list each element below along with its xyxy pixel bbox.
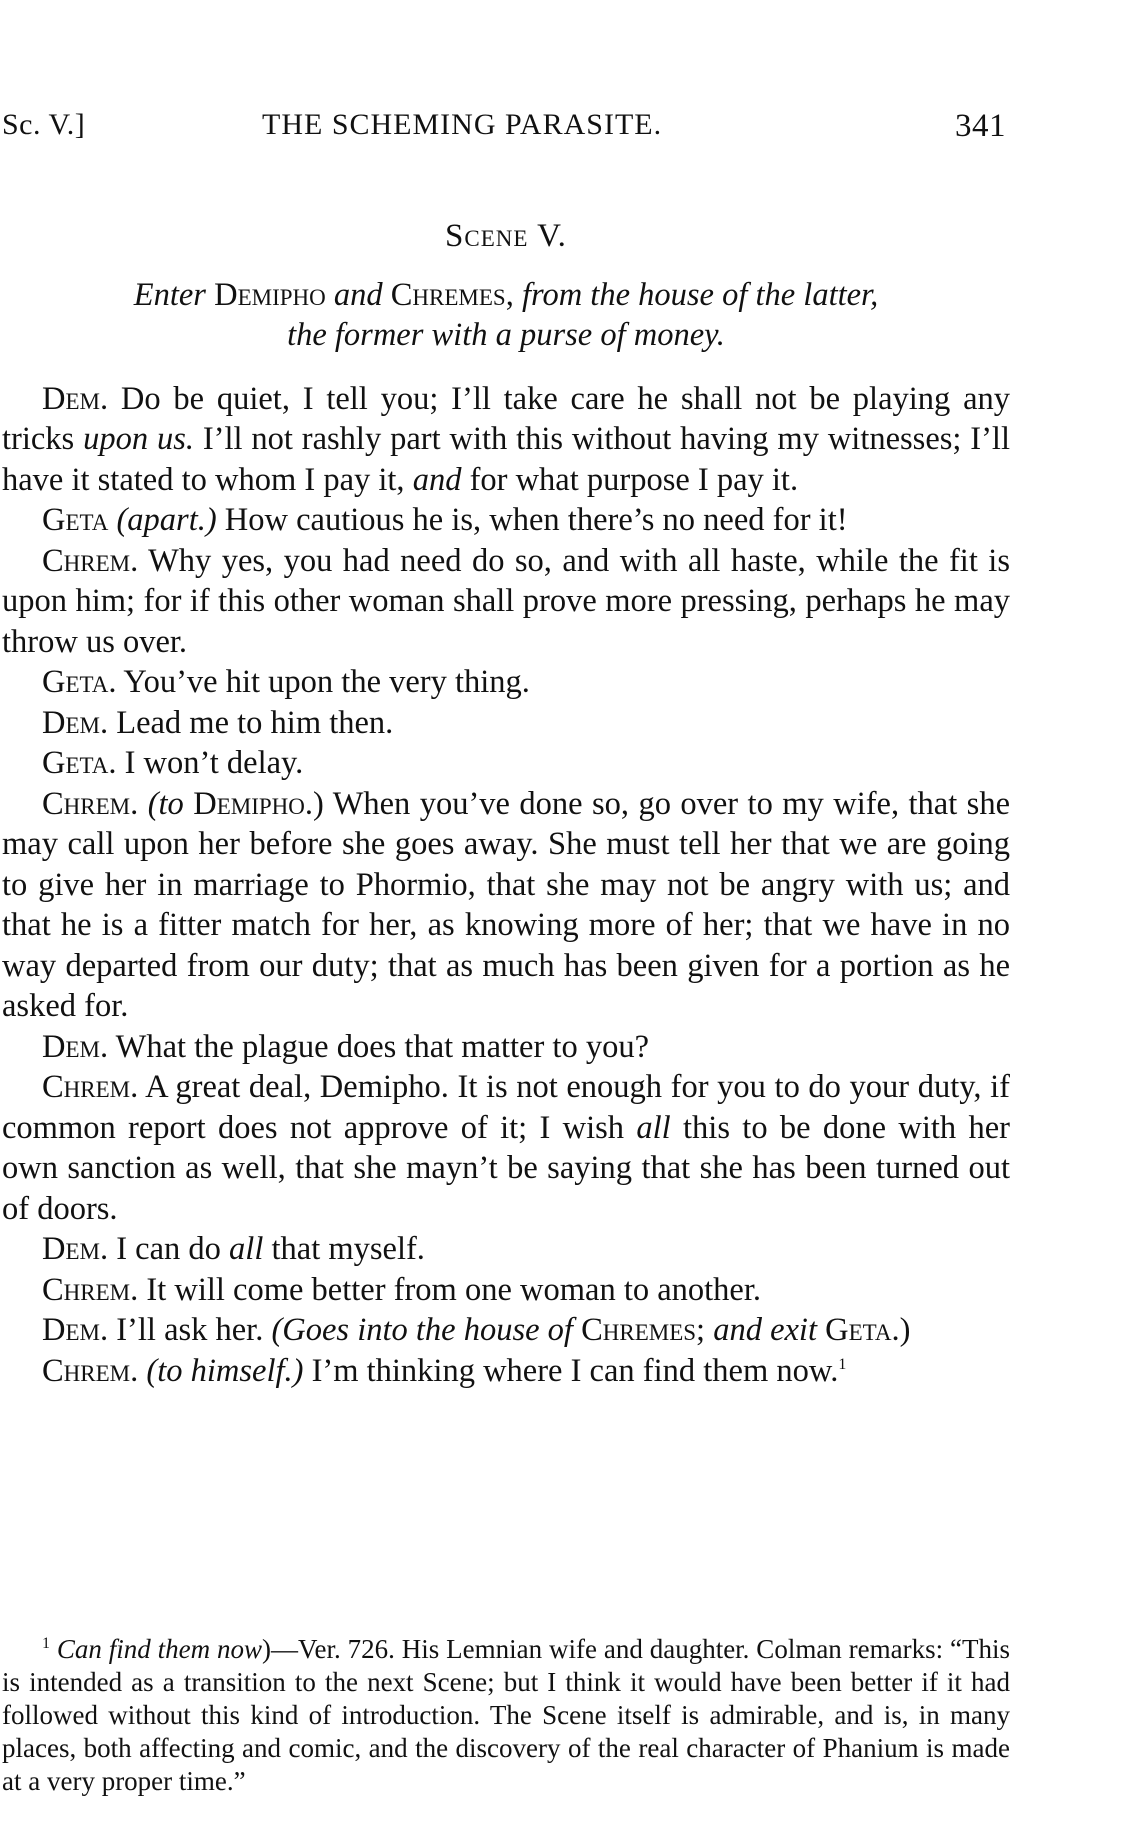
footnote: [2, 1633, 1010, 1798]
footnote-marker: 1: [42, 1635, 50, 1652]
speaker: Geta: [42, 502, 109, 538]
speaker: Dem.: [42, 704, 109, 741]
stage-enter: Enter: [133, 276, 206, 313]
speech: Chrem. A great deal, Demipho. It is not enough for you to do your duty, if common report does not approve of it; I wish all this to be done with her own sanction as well, that she mayn’t be saying that she has been turned out of doors.: [2, 1069, 1010, 1227]
speech: Chrem. (to himself.) I’m thinking where I can find them now.$^1$: [42, 1352, 847, 1389]
stage-direction-line2: the former with a purse of money.: [287, 316, 725, 353]
speaker: Dem.: [42, 1231, 109, 1267]
speaker: Dem.: [42, 1312, 109, 1348]
speech: Dem. What the plague does that matter to you?: [42, 1028, 650, 1065]
speech: Dem. I can do all that myself.: [42, 1231, 425, 1267]
stage-direction-line1: from the house of the latter,: [521, 276, 879, 313]
speech: Geta (apart.) How cautious he is, when there’s no need for it!: [42, 502, 848, 538]
speaker: Chrem.: [42, 1069, 139, 1105]
main-text: [2, 216, 1010, 1391]
scene-title: Scene V.: [445, 218, 567, 254]
speech: Chrem. Why yes, you had need do so, and with all haste, while the fit is upon him; for if this other woman shall prove more pressing, perhaps he may throw us over.: [2, 542, 1010, 660]
speech: Dem. Do be quiet, I tell you; I’ll take care he shall not be playing any tricks upon us. I’ll not rashly part with this without having my witnesses; I’ll have it stated to whom I pay it, and for what purpose I pay it.: [2, 380, 1010, 498]
speech: Chrem. It will come better from one woman to another.: [42, 1271, 762, 1308]
speech: Dem. I’ll ask her. (Goes into the house of Chremes; and exit Geta.): [42, 1312, 911, 1348]
speech: Geta. You’ve hit upon the very thing.: [42, 664, 530, 700]
speaker: Dem.: [42, 1028, 109, 1065]
footnote-text: )—Ver. 726. His Lemnian wife and daughter. Colman remarks: “This is intended as a transition to the next Scene; but I think it would have been better if it had followed without this kind of introduction. The Scene itself is admirable, and is, in many places, both affecting and comic, and the discovery of the real character of Phanium is made at a very proper time.”: [2, 1634, 1011, 1796]
speech: Chrem. (to Demipho.) When you’ve done so, go over to my wife, that she may call upon her before she goes away. She must tell her that we are going to give her in marriage to Phormio, that she may not be angry with us; and that he is a fitter match for her, as knowing more of her; that we have in no way departed from our duty; that as much has been given for a portion as he asked for.: [2, 785, 1011, 1024]
character-chremes: Chremes,: [390, 276, 514, 313]
speaker: Chrem.: [42, 1352, 139, 1389]
running-head-section: Sc. V.]: [2, 108, 86, 141]
speaker: Geta.: [42, 745, 117, 781]
speaker: Geta.: [42, 664, 117, 700]
running-head: [0, 108, 1010, 148]
speaker: Chrem.: [42, 1271, 139, 1308]
speaker: Dem.: [42, 380, 109, 417]
stage-direction: [2, 275, 1010, 355]
running-head-title: THE SCHEMING PARASITE.: [262, 108, 663, 141]
speaker: Chrem.: [42, 785, 139, 822]
footnote-reference: 1: [838, 1355, 847, 1373]
speaker: Chrem.: [42, 542, 139, 579]
speech: Dem. Lead me to him then.: [42, 704, 394, 741]
footnote-lemma: Can find them now: [56, 1634, 263, 1664]
character-demipho: Demipho: [214, 276, 326, 313]
stage-and: and: [333, 276, 383, 313]
page-number: 341: [955, 108, 1006, 144]
speech: Geta. I won’t delay.: [42, 745, 304, 781]
